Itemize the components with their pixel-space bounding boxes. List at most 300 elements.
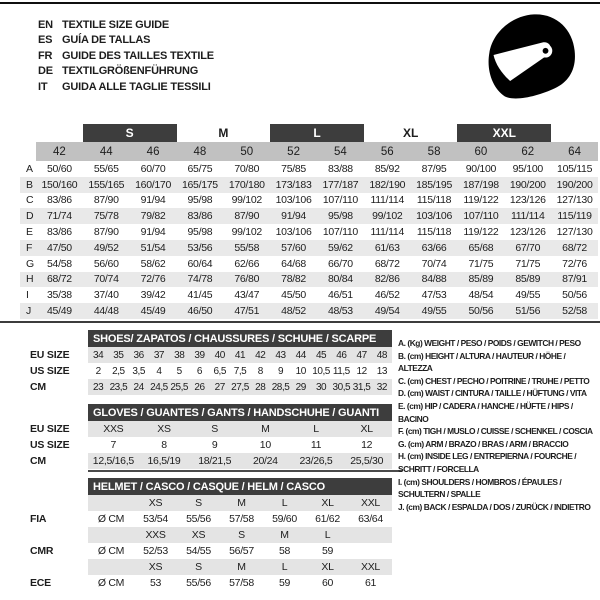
gloves-value-cell: 25,5/30 [350, 455, 384, 467]
measurement-cell: 90/100 [465, 162, 497, 175]
gloves-value-cell: 18/21,5 [198, 455, 232, 467]
measurement-legend [398, 337, 600, 513]
shoes-value-cell: 10,5 [312, 365, 330, 377]
language-code: DE [38, 65, 53, 78]
shoes-value-cell: 47 [356, 349, 367, 361]
helmet-row [20, 575, 392, 591]
measurement-cell: 63/66 [421, 241, 447, 254]
measurement-cell: 190/200 [509, 178, 546, 191]
shoes-value-cell: 46 [336, 349, 347, 361]
measurement-cell: 95/98 [328, 210, 353, 223]
measurement-cell: 64/68 [281, 257, 306, 270]
shoes-value-cell: 42 [255, 349, 266, 361]
measurement-cell: 83/88 [328, 162, 353, 175]
shoes-value-cell: 9 [277, 365, 284, 377]
measurement-cell: 91/94 [140, 194, 166, 207]
shoes-value-cell: 38 [174, 349, 185, 361]
language-title: TEXTILE SIZE GUIDE [62, 18, 170, 31]
helmet-size-table [20, 478, 392, 591]
helmet-value-cell: XS [148, 561, 163, 573]
shoes-value-cell: 6 [196, 365, 203, 377]
helmet-value-cell: XXS [145, 529, 166, 541]
shoes-size-table [20, 330, 392, 395]
shoes-value-cell: 26 [194, 381, 205, 393]
measurement-cell: 115/118 [416, 226, 452, 239]
helmet-value-cell: L [281, 561, 288, 573]
size-column-header: 50 [223, 142, 270, 161]
size-column-header: 62 [504, 142, 551, 161]
helmet-value-cell: S [195, 561, 202, 573]
language-title: GUÍA DE TALLAS [62, 34, 151, 47]
gloves-cells [88, 453, 392, 469]
helmet-cells [88, 575, 392, 591]
measurement-cell: 103/106 [416, 210, 452, 223]
measurement-cell: 46/50 [187, 305, 213, 318]
helmet-value-cell: M [280, 529, 289, 541]
legend-item: I. (cm) SHOULDERS / HOMBROS / ÉPAULES / SCHULTERN / SPALLE [398, 476, 562, 500]
helmet-value-cell: 54/55 [186, 545, 211, 557]
measurement-cell: 48/53 [328, 305, 353, 318]
shoes-rows [20, 347, 392, 395]
gloves-rows [20, 421, 392, 469]
row-letter: A [26, 162, 33, 175]
shoes-row-label: CM [30, 381, 46, 393]
helmet-value-cell: M [237, 497, 246, 509]
measurement-cell: 71/75 [468, 257, 494, 270]
legend-item: J. (cm) BACK / ESPALDA / DOS / ZURÜCK / INDIETRO [398, 501, 591, 512]
size-group-l: L [270, 124, 364, 142]
gloves-header: GLOVES / GUANTES / GANTS / HANDSCHUHE / GUANTI [88, 404, 392, 421]
measurement-cell: 70/80 [234, 162, 260, 175]
row-letter: B [26, 178, 33, 191]
helmet-row-label [20, 527, 88, 543]
gloves-bottom-rule [88, 470, 402, 472]
measurement-cell: 37/40 [93, 289, 119, 302]
helmet-value-cell: 56/57 [229, 545, 254, 557]
shoes-cells [88, 379, 392, 395]
gloves-value-cell: XS [157, 423, 171, 435]
language-code: ES [38, 34, 53, 47]
helmet-value-cell: 55/56 [186, 577, 211, 589]
legend-item: F. (cm) TIGH / MUSLO / CUISSE / SCHENKEL / COSCIA [398, 426, 593, 437]
legend-item: H. (cm) INSIDE LEG / ENTREPIERNA / FOURCHE / SCHRITT / FORCELLA [398, 451, 577, 474]
measurement-cell: 87/91 [562, 273, 587, 286]
helmet-cells [88, 495, 392, 511]
measurement-cell: 107/110 [322, 226, 358, 239]
helmet-row [20, 511, 392, 527]
measurement-cell: 111/114 [370, 226, 404, 239]
measurement-cell: 177/187 [322, 178, 359, 191]
row-letter: E [26, 226, 33, 239]
measurement-cell: 50/56 [562, 289, 587, 302]
helmet-header: HELMET / CASCO / CASQUE / HELM / CASCO [88, 478, 392, 495]
shoes-cells [88, 347, 392, 363]
helmet-value-cell: 60 [321, 577, 334, 589]
gloves-value-cell: 16,5/19 [147, 455, 181, 467]
helmet-value-cell: S [238, 529, 245, 541]
measurement-cell: 61/63 [374, 241, 400, 254]
helmet-value-cell: 59 [321, 545, 334, 557]
row-letter: H [26, 273, 34, 286]
measurement-cell: 39/42 [140, 289, 166, 302]
language-row [38, 33, 214, 49]
apparel-rows [20, 161, 598, 319]
legend-item: D. (cm) WAIST / CINTURA / TAILLE / HÜFTUNG / VITA [398, 388, 587, 399]
legend-item: B. (cm) HEIGHT / ALTURA / HAUTEUR / HÖHE / ALTEZZA [398, 350, 566, 374]
shoes-value-cell: 29 [295, 381, 306, 393]
shoes-cells [88, 363, 392, 379]
measurement-cell: 59/62 [328, 241, 353, 254]
shoes-value-cell: 6,5 [213, 365, 226, 377]
helmet-row [20, 543, 392, 559]
shoes-value-cell: 41 [234, 349, 246, 361]
size-group-header-row [20, 124, 598, 142]
helmet-value-cell: M [237, 561, 246, 573]
measurement-cell: 83/86 [47, 226, 72, 239]
helmet-row-label: ECE [30, 577, 51, 589]
size-group-xxl: XXL [457, 124, 551, 142]
measurement-cell: 41/45 [187, 289, 213, 302]
measurement-cell: 185/195 [416, 178, 452, 191]
legend-item: A. (Kg) WEIGHT / PESO / POIDS / GEWITCH / PESO [398, 338, 581, 348]
shoes-value-cell: 43 [275, 349, 286, 361]
measurement-cell: 119/122 [463, 226, 499, 239]
measurement-cell: 79/82 [140, 210, 166, 223]
shoes-row [20, 347, 392, 363]
row-letter: I [26, 289, 29, 302]
shoes-value-cell: 12 [356, 365, 367, 377]
racing-helmet-icon [478, 4, 586, 108]
measurement-cell: 150/160 [41, 178, 78, 191]
measurement-cell: 43/47 [234, 289, 260, 302]
measurement-cell: 48/52 [281, 305, 306, 318]
measurement-cell: 55/58 [234, 241, 260, 254]
measurement-cell: 68/72 [562, 241, 587, 254]
measurement-cell: 105/115 [557, 162, 593, 175]
legend-item: G. (cm) ARM / BRAZO / BRAS / ARM / BRACCIO [398, 438, 569, 449]
shoes-value-cell: 39 [194, 349, 205, 361]
measurement-cell: 49/55 [421, 305, 447, 318]
helmet-value-cell: XXL [361, 561, 380, 573]
size-column-header: 56 [364, 142, 411, 161]
helmet-value-cell: 55/56 [186, 513, 211, 525]
shoes-value-cell: 40 [214, 349, 225, 361]
measurement-cell: 127/130 [556, 194, 593, 207]
helmet-row [20, 527, 392, 543]
measurement-cell: 45/49 [140, 305, 166, 318]
shoes-value-cell: 28,5 [271, 381, 290, 393]
gloves-row-label: EU SIZE [30, 423, 70, 435]
gloves-row [20, 437, 392, 453]
apparel-row-h [20, 272, 598, 288]
measurement-cell: 44/48 [93, 305, 119, 318]
size-column-header: 46 [130, 142, 177, 161]
row-letter: F [26, 241, 33, 254]
gloves-value-cell: S [211, 423, 219, 435]
helmet-value-cell: XS [148, 497, 163, 509]
measurement-cell: 87/95 [421, 162, 447, 175]
shoes-value-cell: 45 [315, 349, 327, 361]
measurement-cell: 50/56 [468, 305, 494, 318]
gloves-value-cell: 20/24 [252, 455, 278, 467]
measurement-cell: 87/90 [93, 226, 119, 239]
size-column-header: 48 [176, 142, 223, 161]
helmet-row [20, 559, 392, 575]
measurement-cell: 58/62 [140, 257, 166, 270]
measurement-cell: 187/198 [462, 178, 499, 191]
helmet-cells [88, 559, 392, 575]
shoes-row [20, 363, 392, 379]
helmet-value-cell: XL [321, 497, 334, 509]
helmet-row-label: CMR [30, 545, 54, 557]
apparel-row-i [20, 287, 598, 303]
measurement-cell: 76/80 [234, 273, 260, 286]
helmet-rows [20, 495, 392, 591]
measurement-cell: 190/200 [556, 178, 593, 191]
gloves-value-cell: 9 [211, 439, 218, 451]
measurement-cell: 52/58 [562, 305, 587, 318]
helmet-value-cell: XL [321, 561, 334, 573]
size-column-header: 52 [270, 142, 317, 161]
measurement-cell: 49/54 [374, 305, 400, 318]
measurement-cell: 70/74 [93, 273, 119, 286]
shoes-value-cell: 23,5 [109, 381, 128, 393]
measurement-cell: 123/126 [509, 226, 546, 239]
measurement-cell: 78/82 [281, 273, 306, 286]
measurement-cell: 84/88 [421, 273, 447, 286]
apparel-size-table [20, 124, 598, 319]
row-letter: G [26, 257, 34, 270]
row-letter: J [26, 305, 31, 318]
language-title: GUIDE DES TAILLES TEXTILE [62, 49, 214, 62]
helmet-value-cell: 61/62 [315, 513, 340, 525]
size-columns-row [20, 142, 598, 161]
measurement-cell: 55/65 [93, 162, 119, 175]
measurement-cell: 111/114 [370, 194, 404, 207]
helmet-value-cell: Ø CM [97, 513, 125, 525]
shoes-row [20, 379, 392, 395]
apparel-row-j [20, 303, 598, 319]
language-title: GUIDA ALLE TAGLIE TESSILI [62, 80, 211, 93]
measurement-cell: 107/110 [463, 210, 499, 223]
apparel-row-a [20, 161, 598, 177]
measurement-cell: 65/68 [468, 241, 494, 254]
gloves-value-cell: M [261, 423, 270, 435]
measurement-cell: 95/98 [187, 194, 213, 207]
gloves-row-label: CM [30, 455, 46, 467]
shoes-value-cell: 24,5 [150, 381, 168, 393]
measurement-cell: 47/53 [421, 289, 447, 302]
gloves-value-cell: 7 [110, 439, 117, 451]
measurement-cell: 49/55 [515, 289, 541, 302]
helmet-value-cell: 63/64 [358, 513, 383, 525]
measurement-cell: 160/170 [135, 178, 171, 191]
measurement-cell: 80/84 [328, 273, 353, 286]
measurement-cell: 72/76 [562, 257, 587, 270]
measurement-cell: 68/72 [47, 273, 72, 286]
shoes-value-cell: 30,5 [332, 381, 351, 393]
measurement-cell: 99/102 [372, 210, 403, 223]
measurement-cell: 115/119 [557, 210, 592, 223]
gloves-value-cell: XL [360, 423, 373, 435]
helmet-row-label [20, 559, 88, 575]
language-code: IT [38, 80, 48, 93]
measurement-cell: 82/86 [374, 273, 400, 286]
measurement-cell: 51/54 [140, 241, 166, 254]
measurement-cell: 119/122 [463, 194, 499, 207]
row-letter: C [26, 194, 34, 207]
helmet-cells [88, 527, 392, 543]
helmet-row-label: FIA [30, 513, 47, 525]
gloves-value-cell: 11 [310, 439, 322, 451]
shoes-value-cell: 7,5 [233, 365, 247, 377]
measurement-cell: 173/183 [275, 178, 312, 191]
measurement-cell: 46/51 [328, 289, 353, 302]
helmet-value-cell: 52/53 [143, 545, 168, 557]
helmet-value-cell: 53/54 [143, 513, 168, 525]
measurement-cell: 107/110 [322, 194, 358, 207]
measurement-cell: 67/70 [515, 241, 541, 254]
size-column-header: 60 [457, 142, 504, 161]
shoes-value-cell: 25,5 [170, 381, 189, 393]
size-column-header: 44 [83, 142, 130, 161]
helmet-value-cell: L [324, 529, 331, 541]
size-column-header: 58 [411, 142, 458, 161]
measurement-cell: 47/51 [234, 305, 260, 318]
measurement-cell: 47/50 [47, 241, 72, 254]
helmet-value-cell: 58 [278, 545, 291, 557]
gloves-row [20, 453, 392, 469]
helmet-value-cell: L [281, 497, 288, 509]
measurement-cell: 85/92 [374, 162, 400, 175]
shoes-header: SHOES/ ZAPATOS / CHAUSSURES / SCHUHE / SCARPE [88, 330, 392, 347]
language-row [38, 64, 214, 80]
measurement-cell: 99/102 [231, 226, 262, 239]
helmet-value-cell: 57/58 [229, 577, 254, 589]
measurement-cell: 85/89 [468, 273, 494, 286]
shoes-value-cell: 3,5 [132, 365, 145, 377]
measurement-cell: 56/60 [93, 257, 119, 270]
apparel-row-e [20, 224, 598, 240]
size-group-xl: XL [402, 126, 419, 140]
helmet-cells [88, 543, 392, 559]
gloves-value-cell: 8 [161, 439, 167, 451]
shoes-value-cell: 2 [95, 365, 101, 377]
shoes-value-cell: 23 [93, 381, 104, 393]
helmet-cells [88, 511, 392, 527]
measurement-cell: 57/60 [281, 241, 306, 254]
apparel-row-g [20, 256, 598, 272]
gloves-cells [88, 437, 392, 453]
measurement-cell: 62/66 [234, 257, 260, 270]
legend-item: C. (cm) CHEST / PECHO / POITRINE / TRUHE / PETTO [398, 375, 590, 386]
shoes-value-cell: 36 [133, 349, 144, 361]
gloves-cells [88, 421, 392, 437]
section-divider-rule [0, 321, 600, 323]
apparel-row-c [20, 193, 598, 209]
apparel-row-b [20, 177, 598, 193]
helmet-row [20, 495, 392, 511]
shoes-value-cell: 24 [133, 381, 144, 393]
measurement-cell: 83/86 [187, 210, 213, 223]
shoes-value-cell: 27,5 [231, 381, 249, 393]
shoes-value-cell: 28 [255, 381, 266, 393]
measurement-cell: 87/90 [234, 210, 260, 223]
shoes-value-cell: 48 [376, 349, 387, 361]
shoes-value-cell: 30 [315, 381, 327, 393]
measurement-cell: 155/165 [88, 178, 125, 191]
language-row [38, 48, 214, 64]
shoes-value-cell: 31,5 [352, 381, 371, 393]
helmet-value-cell: XS [191, 529, 206, 541]
shoes-value-cell: 35 [113, 349, 124, 361]
measurement-cell: 111/114 [510, 210, 545, 223]
gloves-row-label: US SIZE [30, 439, 70, 451]
measurement-cell: 65/75 [187, 162, 213, 175]
measurement-cell: 182/190 [369, 178, 406, 191]
measurement-cell: 91/94 [281, 210, 306, 223]
size-column-header: 42 [36, 142, 83, 161]
measurement-cell: 48/54 [468, 289, 494, 302]
gloves-size-table [20, 404, 392, 469]
measurement-cell: 72/76 [140, 273, 166, 286]
measurement-cell: 35/38 [47, 289, 72, 302]
gloves-value-cell: L [313, 423, 319, 435]
language-row [38, 17, 214, 33]
measurement-cell: 74/78 [187, 273, 213, 286]
helmet-row-label [20, 495, 88, 511]
measurement-cell: 53/56 [187, 241, 213, 254]
shoes-value-cell: 4 [156, 365, 162, 377]
measurement-cell: 165/175 [181, 178, 218, 191]
measurement-cell: 50/60 [47, 162, 72, 175]
measurement-cell: 87/90 [93, 194, 119, 207]
size-group-s: S [83, 124, 177, 142]
helmet-value-cell: 57/58 [229, 513, 254, 525]
gloves-row [20, 421, 392, 437]
measurement-cell: 85/89 [515, 273, 541, 286]
size-group-m: M [218, 126, 229, 140]
measurement-cell: 46/52 [374, 289, 400, 302]
measurement-cell: 45/49 [47, 305, 72, 318]
shoes-value-cell: 32 [376, 381, 387, 393]
measurement-cell: 83/86 [47, 194, 72, 207]
measurement-cell: 66/70 [328, 257, 353, 270]
shoes-row-label: EU SIZE [30, 349, 70, 361]
helmet-value-cell: 59 [278, 577, 291, 589]
measurement-cell: 51/56 [515, 305, 541, 318]
helmet-value-cell: XXL [361, 497, 380, 509]
measurement-cell: 45/50 [281, 289, 306, 302]
measurement-cell: 103/106 [275, 194, 312, 207]
helmet-value-cell: 61 [364, 577, 377, 589]
measurement-cell: 49/52 [93, 241, 119, 254]
measurement-cell: 60/70 [140, 162, 166, 175]
measurement-cell: 95/98 [187, 226, 213, 239]
shoes-value-cell: 37 [153, 349, 165, 361]
legend-item: E. (cm) HIP / CADERA / HANCHE / HÜFTE / HIPS / BACINO [398, 400, 573, 424]
shoes-value-cell: 11,5 [332, 365, 350, 377]
apparel-row-f [20, 240, 598, 256]
shoes-value-cell: 44 [295, 349, 306, 361]
shoes-value-cell: 34 [93, 349, 104, 361]
language-list [38, 17, 214, 95]
language-title: TEXTILGRÖßENFÜHRUNG [62, 65, 199, 78]
gloves-value-cell: XXS [103, 423, 124, 435]
shoes-value-cell: 10 [295, 365, 306, 377]
measurement-cell: 95/100 [512, 162, 543, 175]
gloves-value-cell: 10 [259, 439, 271, 451]
